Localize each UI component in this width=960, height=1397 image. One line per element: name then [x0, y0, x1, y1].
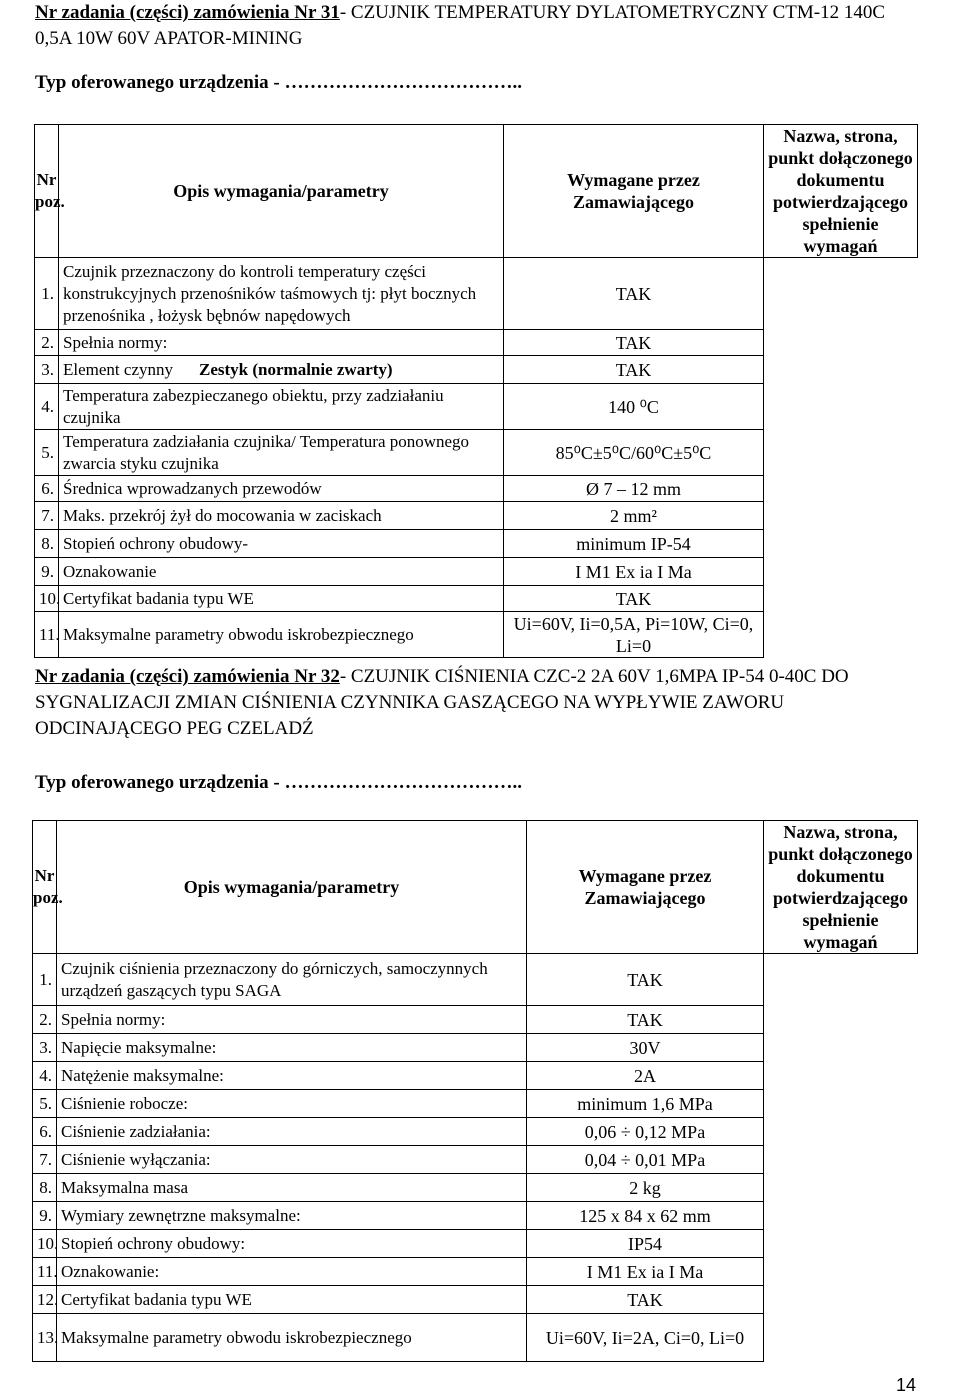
header-opis: Opis wymagania/parametry — [59, 125, 504, 258]
row-required-value: 125 x 84 x 62 mm — [527, 1202, 764, 1230]
row-number: 4. — [35, 384, 59, 430]
row-description — [57, 1174, 527, 1202]
row-description — [57, 1202, 527, 1230]
row-required-value: TAK — [504, 356, 764, 384]
row-description — [59, 612, 504, 658]
row-number: 9. — [33, 1202, 57, 1230]
row-number: 10. — [35, 586, 59, 612]
row-description — [59, 586, 504, 612]
row-description — [57, 1118, 527, 1146]
row-number: 8. — [35, 530, 59, 558]
row-number: 2. — [33, 1006, 57, 1034]
row-description-text: Napięcie maksymalne: — [61, 1037, 217, 1057]
header-doc: Nazwa, strona, punkt dołączonego dokumentu potwierdzającego spełnienie wymagań — [764, 125, 918, 258]
table-row — [35, 530, 918, 558]
row-description — [57, 1006, 527, 1034]
row-description-text: Ciśnienie robocze: — [61, 1093, 188, 1113]
page-number: 14 — [896, 1375, 917, 1395]
row-description — [57, 1146, 527, 1174]
row-description — [59, 384, 504, 430]
table-row — [33, 954, 918, 1006]
row-description — [59, 430, 504, 476]
row-description-text: Ciśnienie wyłączania: — [61, 1149, 211, 1169]
table-row — [33, 1174, 918, 1202]
header-doc: Nazwa, strona, punkt dołączonego dokumentu potwierdzającego spełnienie wymagań — [764, 821, 918, 954]
row-required-value: IP54 — [527, 1230, 764, 1258]
row-number: 3. — [35, 356, 59, 384]
row-description — [57, 1314, 527, 1362]
row-description — [57, 954, 527, 1006]
table-row — [35, 502, 918, 530]
row-required-value: 30V — [527, 1034, 764, 1062]
row-description — [57, 1230, 527, 1258]
row-description-text: Wymiary zewnętrzne maksymalne: — [61, 1205, 301, 1225]
table-row — [33, 1118, 918, 1146]
table-row — [33, 1034, 918, 1062]
header-nr: Nr poz. — [35, 125, 59, 258]
row-required-value: 85⁰C±5⁰C/60⁰C±5⁰C — [504, 430, 764, 476]
row-required-value: TAK — [504, 586, 764, 612]
table-row — [33, 1314, 918, 1362]
header-nr: Nr poz. — [33, 821, 57, 954]
section2-typ: Typ oferowanego urządzenia - ……………………………….. — [35, 772, 522, 793]
row-number: 9. — [35, 558, 59, 586]
row-description-text: Stopień ochrony obudowy: — [61, 1233, 246, 1253]
row-description-text: Element czynny — [63, 359, 173, 379]
row-required-value: 2A — [527, 1062, 764, 1090]
row-number: 1. — [35, 258, 59, 330]
row-required-value: TAK — [504, 258, 764, 330]
row-description — [59, 330, 504, 356]
row-description — [57, 1090, 527, 1118]
row-description — [59, 476, 504, 502]
row-number: 13. — [33, 1314, 57, 1362]
row-required-value: Ø 7 – 12 mm — [504, 476, 764, 502]
row-required-value: minimum IP-54 — [504, 530, 764, 558]
row-description-text: Czujnik ciśnienia przeznaczony do górniczych, samoczynnych urządzeń gaszących typu SAGA — [61, 958, 488, 1000]
section1-title-rest: - CZUJNIK TEMPERATURY DYLATOMETRYCZNY CTM-12 140C 0,5A 10W 60V APATOR-MINING — [35, 2, 886, 49]
row-description-text: Maksymalne parametry obwodu iskrobezpiecznego — [63, 624, 414, 644]
table-row — [35, 384, 918, 430]
section1-table — [34, 124, 918, 658]
row-required-value: 0,04 ÷ 0,01 MPa — [527, 1146, 764, 1174]
table-row — [33, 1090, 918, 1118]
row-description-text: Stopień ochrony obudowy- — [63, 533, 249, 553]
row-description-text: Spełnia normy: — [61, 1009, 166, 1029]
table-row — [33, 1230, 918, 1258]
row-number: 1. — [33, 954, 57, 1006]
table-row — [33, 1202, 918, 1230]
row-description-text: Czujnik przeznaczony do kontroli temperatury części konstrukcyjnych przenośników taśmowych tj: płyt bocznych przenośnika , łożysk bębnów napędowych — [63, 261, 477, 325]
row-description — [57, 1034, 527, 1062]
table-row — [35, 476, 918, 502]
table-row — [35, 586, 918, 612]
row-number: 7. — [33, 1146, 57, 1174]
row-description-text: Maksymalna masa — [61, 1177, 188, 1197]
row-required-value: TAK — [527, 1006, 764, 1034]
header-wym: Wymagane przez Zamawiającego — [504, 125, 764, 258]
row-required-value: TAK — [504, 330, 764, 356]
row-description — [57, 1286, 527, 1314]
row-required-value: 2 kg — [527, 1174, 764, 1202]
table-row — [35, 356, 918, 384]
row-description — [59, 356, 504, 384]
row-description-text: Maks. przekrój żył do mocowania w zaciskach — [63, 505, 382, 525]
table-row — [33, 1258, 918, 1286]
table-row — [35, 330, 918, 356]
row-number: 6. — [33, 1118, 57, 1146]
section1-label: Nr zadania (części) zamówienia Nr 31 — [35, 2, 340, 23]
row-description — [57, 1062, 527, 1090]
row-description-text: Temperatura zadziałania czujnika/ Temperatura ponownego zwarcia styku czujnika — [63, 431, 470, 473]
table-row — [35, 430, 918, 476]
row-description — [59, 558, 504, 586]
row-number: 3. — [33, 1034, 57, 1062]
table-row — [35, 612, 918, 658]
row-required-value: I M1 Ex ia I Ma — [504, 558, 764, 586]
section2-table — [32, 820, 918, 1362]
table-row — [33, 1286, 918, 1314]
row-description-text: Oznakowanie: — [61, 1261, 160, 1281]
row-description-text: Certyfikat badania typu WE — [63, 588, 254, 608]
header-wym: Wymagane przez Zamawiającego — [527, 821, 764, 954]
row-number: 10. — [33, 1230, 57, 1258]
row-number: 5. — [33, 1090, 57, 1118]
row-number: 7. — [35, 502, 59, 530]
table-row — [35, 558, 918, 586]
row-number: 6. — [35, 476, 59, 502]
section2-label: Nr zadania (części) zamówienia Nr 32 — [35, 666, 340, 687]
row-description-text: Oznakowanie — [63, 561, 157, 581]
row-number: 2. — [35, 330, 59, 356]
table-row — [33, 1062, 918, 1090]
row-number: 11. — [33, 1258, 57, 1286]
table-header-row — [33, 821, 918, 954]
row-description — [59, 258, 504, 330]
row-number: 4. — [33, 1062, 57, 1090]
row-number: 5. — [35, 430, 59, 476]
row-description — [59, 530, 504, 558]
header-opis: Opis wymagania/parametry — [57, 821, 527, 954]
row-required-value: Ui=60V, Ii=0,5A, Pi=10W, Ci=0, Li=0 — [504, 612, 764, 658]
row-description-text: Natężenie maksymalne: — [61, 1065, 224, 1085]
row-required-value: I M1 Ex ia I Ma — [527, 1258, 764, 1286]
row-required-value: Ui=60V, Ii=2A, Ci=0, Li=0 — [527, 1314, 764, 1362]
row-required-value: 0,06 ÷ 0,12 MPa — [527, 1118, 764, 1146]
row-description-text: Spełnia normy: — [63, 332, 168, 352]
row-description-text: Średnica wprowadzanych przewodów — [63, 478, 322, 498]
section2-title — [35, 664, 915, 742]
row-description-text: Temperatura zabezpieczanego obiektu, przy zadziałaniu czujnika — [63, 385, 444, 427]
row-description — [57, 1258, 527, 1286]
section2-title-rest: - CZUJNIK CIŚNIENIA CZC-2 2A 60V 1,6MPA IP-54 0-40C DO SYGNALIZACJI ZMIAN CIŚNIENIA CZYNNIKA GASZĄCEGO NA WYPŁYWIE ZAWORU ODCINAJĄCEGO PEG CZELADŹ — [35, 666, 849, 739]
table-header-row — [35, 125, 918, 258]
table-row — [33, 1146, 918, 1174]
row-description — [59, 502, 504, 530]
row-required-value: 140 ⁰C — [504, 384, 764, 430]
section1-title — [35, 0, 915, 52]
row-required-value: 2 mm² — [504, 502, 764, 530]
row-number: 8. — [33, 1174, 57, 1202]
row-required-value: TAK — [527, 1286, 764, 1314]
section1-typ: Typ oferowanego urządzenia - ……………………………….. — [35, 72, 522, 93]
row-number: 11. — [35, 612, 59, 658]
table-row — [35, 258, 918, 330]
table-row — [33, 1006, 918, 1034]
row-required-value: TAK — [527, 954, 764, 1006]
row-required-value: minimum 1,6 MPa — [527, 1090, 764, 1118]
row-description-bold: Zestyk (normalnie zwarty) — [199, 359, 393, 379]
row-description-text: Certyfikat badania typu WE — [61, 1289, 252, 1309]
row-description-text: Ciśnienie zadziałania: — [61, 1121, 211, 1141]
row-description-text: Maksymalne parametry obwodu iskrobezpiecznego — [61, 1327, 412, 1347]
row-number: 12. — [33, 1286, 57, 1314]
